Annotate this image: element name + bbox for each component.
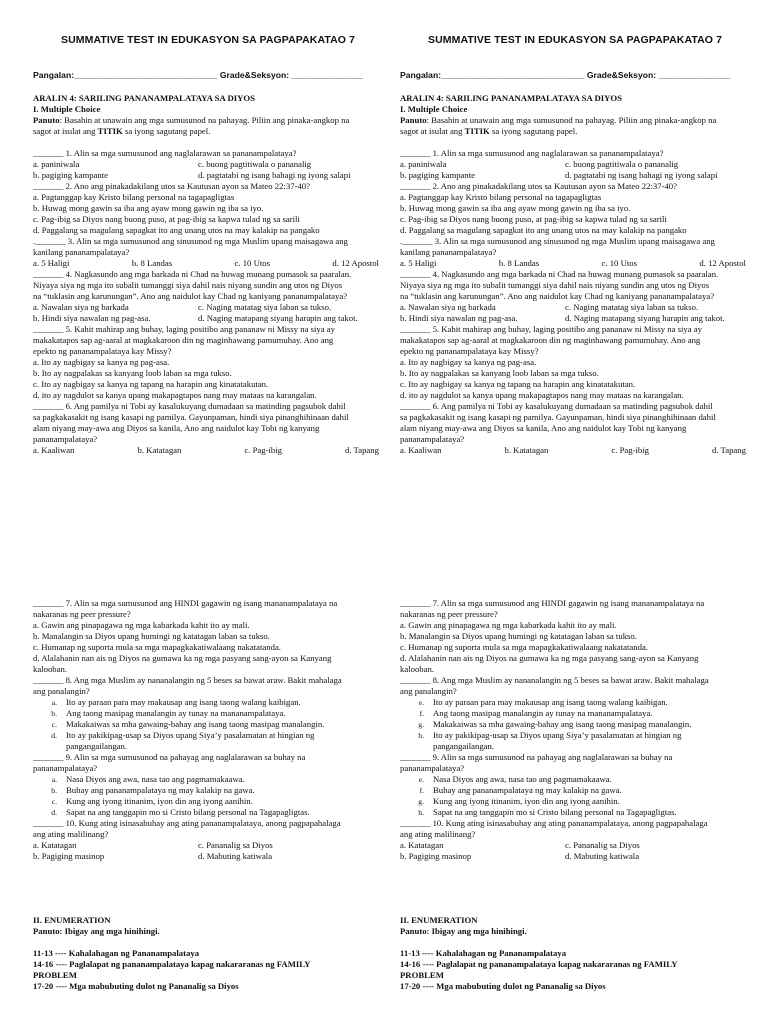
multiple-choice-part2 (400, 598, 750, 862)
question-1-choices-2: b. pagiging kampante d. pagtatabi ng isang bahagi ng iyong salapi (33, 170, 351, 180)
question-1: _______ 1. Alin sa mga sumusunod ang naglalarawan sa pananampalataya? (400, 148, 664, 158)
question-1: _______ 1. Alin sa mga sumusunod ang naglalarawan sa pananampalataya? (33, 148, 297, 158)
list-item: f. Ang taong masipag manalangin ay tunay na mananampalataya. (419, 708, 653, 718)
question-9: _______ 9. Alin sa mga sumusunod na pahayag ang naglalarawan sa buhay na (400, 752, 673, 762)
choice-continued: kalooban. (33, 664, 68, 674)
name-grade-row: Pangalan:______________________________ Grade&Seksyon: _______________ (33, 70, 364, 80)
question-3-line2: kanilang pananampalataya? (33, 247, 130, 257)
multiple-choice-part2 (33, 598, 383, 862)
question-4-line3: na “tuklasin ang karunungan”. Ano ang naidulot kay Chad ng kaniyang pananampalataya? (33, 291, 348, 301)
question-9-line2: pananampalataya? (33, 763, 98, 773)
list-item: e. Nasa Diyos ang awa, nasa tao ang pagmamakaawa. (418, 774, 612, 784)
question-3-line2: kanilang pananampalataya? (400, 247, 497, 257)
choice: d. ito ay nagdulot sa kanya upang makapagtapos nang may mataas na karangalan. (400, 390, 684, 400)
choice: a. Pagtanggap kay Kristo bilang personal na tagapagligtas (33, 192, 235, 202)
question-10-choices-2: b. Pagiging masinop d. Mabuting katiwala (400, 851, 640, 861)
name-grade-row: Pangalan:______________________________ Grade&Seksyon: _______________ (400, 70, 731, 80)
test-copy-left (33, 0, 383, 1024)
choice: a. Gawin ang pinapagawa ng mga kabarkada kahit ito ay mali. (400, 620, 617, 630)
list-item: b. Ang taong masipag manalangin ay tunay na mananampalataya. (51, 708, 286, 718)
enumeration-item: 11-13 ---- Kahalahagan ng Pananampalataya (33, 948, 200, 958)
question-10-line2: ang ating malilinang? (33, 829, 109, 839)
question-5: _______ 5. Kahit mahirap ang buhay, laging positibo ang pananaw ni Missy na siya ay (400, 324, 702, 334)
question-9-line2: pananampalataya? (400, 763, 465, 773)
enumeration-section (400, 915, 750, 992)
test-title: SUMMATIVE TEST IN EDUKASYON SA PAGPAPAKATAO 7 (427, 34, 723, 46)
list-item: f. Buhay ang pananampalataya ng may kalakip na gawa. (419, 785, 622, 795)
enumeration-item: 11-13 ---- Kahalahagan ng Pananampalataya (400, 948, 567, 958)
question-8: _______ 8. Ang mga Muslim ay nananalangin ng 5 beses sa bawat araw. Bakit mahalaga (400, 675, 709, 685)
question-4-line2: Niyaya siya ng mga ito subalit tumanggi siya dahil nais niyang sundin ang utos ng Diyos (400, 280, 710, 290)
choice: b. Ito ay nagpalakas sa kanyang loob laban sa mga tukso. (400, 368, 599, 378)
question-10-choices: a. Katatagan c. Pananalig sa Diyos (400, 840, 640, 850)
question-8-line2: ang panalangin? (400, 686, 457, 696)
question-4-line3: na “tuklasin ang karunungan”. Ano ang naidulot kay Chad ng kaniyang pananampalataya? (400, 291, 715, 301)
list-item: g. Makakaiwas sa mha gawaing-bahay ang isang taong masipag manalangin. (418, 719, 692, 729)
choice: d. Alalahanin nan ais ng Diyos na gumawa ka ng mga pasyang sang-ayon sa Kanyang (400, 653, 699, 663)
list-item: e. Ito ay paraan para may makausap ang isang taong walang kaibigan. (418, 697, 668, 707)
question-3: ._______ 3. Alin sa mga sumusunod ang sinusunod ng mga Muslim upang maisagawa ang (400, 236, 715, 246)
choice: b. Huwag mong gawin sa iba ang ayaw mong gawin ng iba sa iyo. (33, 203, 264, 213)
question-2: _______ 2. Ano ang pinakadakilang utos sa Kautusan ayon sa Mateo 22:37-40? (400, 181, 677, 191)
enumeration-item: 14-16 ---- Paglalapat ng pananampalataya kapag nakararanas ng FAMILY (400, 959, 678, 969)
question-1-choices: a. paniniwala c. buong pagtitiwala o pananalig (400, 159, 679, 169)
question-10: _______ 10. Kung ating isinasabuhay ang ating pananampalataya, anong pagpapahalaga (400, 818, 708, 828)
choice: b. Huwag mong gawin sa iba ang ayaw mong gawin ng iba sa iyo. (400, 203, 631, 213)
lesson-title: ARALIN 4: SARILING PANANAMPALATAYA SA DIYOS (33, 93, 255, 103)
question-5-line3: epekto ng pananampalataya kay Missy? (400, 346, 539, 356)
choice: c. Pag-ibig sa Diyos nang buong puso, at pag-ibig sa kapwa tulad ng sa sarili (400, 214, 667, 224)
question-6-line2: sa pagkakasakit ng isang kasapi ng pamilya. Gayunpaman, hindi siya pinanghihinaan dahil (33, 412, 349, 422)
list-item: c. Makakaiwas sa mha gawaing-bahay ang isang taong masipag manalangin. (51, 719, 325, 729)
question-9: _______ 9. Alin sa mga sumusunod na pahayag ang naglalarawan sa buhay na (33, 752, 306, 762)
choice: a. Gawin ang pinapagawa ng mga kabarkada kahit ito ay mali. (33, 620, 250, 630)
question-4-choices: a. Nawalan siya ng barkada c. Naging matatag siya laban sa tukso. (400, 302, 699, 312)
list-item: a. Ito ay paraan para may makausap ang isang taong walang kaibigan. (51, 697, 301, 707)
question-6-choices: a. Kaaliwan b. Katatagan c. Pag-ibig d. Tapang (33, 445, 379, 455)
question-4: _______ 4. Nagkasundo ang mga barkada ni Chad na huwag munang pumasok sa paaralan. (33, 269, 352, 279)
question-10-choices-2: b. Pagiging masinop d. Mabuting katiwala (33, 851, 273, 861)
question-6: _______ 6. Ang pamilya ni Tobi ay kasalukuyang dumadaan sa matinding pagsubok dahil (33, 401, 346, 411)
choice: a. Ito ay nagbigay sa kanya ng pag-asa. (400, 357, 537, 367)
enumeration-item: 17-20 ---- Mga mabubuting dulot ng Pananalig sa Diyos (400, 981, 606, 991)
choice: c. Ito ay nagbigay sa kanya ng tapang na harapin ang kinatatakutan. (400, 379, 636, 389)
part-title: I. Multiple Choice (33, 104, 101, 114)
list-item-continued: pangangailangan. (433, 741, 495, 751)
choice: d. Alalahanin nan ais ng Diyos na gumawa ka ng mga pasyang sang-ayon sa Kanyang (33, 653, 332, 663)
question-7-line2: nakaranas ng peer pressure? (33, 609, 131, 619)
choice: a. Pagtanggap kay Kristo bilang personal na tagapagligtas (400, 192, 602, 202)
choice: b. Manalangin sa Diyos upang humingi ng katatagan laban sa tukso. (400, 631, 637, 641)
question-8-line2: ang panalangin? (33, 686, 90, 696)
enumeration-item: 17-20 ---- Mga mabubuting dulot ng Pananalig sa Diyos (33, 981, 239, 991)
question-6-line4: pananampalataya? (33, 434, 98, 444)
question-7: _______ 7. Alin sa mga sumusunod ang HINDI gagawin ng isang mananampalataya na (400, 598, 705, 608)
enumeration-item-continued: PROBLEM (33, 970, 77, 980)
question-6-line4: pananampalataya? (400, 434, 465, 444)
choice: a. Ito ay nagbigay sa kanya ng pag-asa. (33, 357, 170, 367)
question-1-choices-2: b. pagiging kampante d. pagtatabi ng isang bahagi ng iyong salapi (400, 170, 718, 180)
choice: b. Manalangin sa Diyos upang humingi ng katatagan laban sa tukso. (33, 631, 270, 641)
question-7-line2: nakaranas ng peer pressure? (400, 609, 498, 619)
question-8: _______ 8. Ang mga Muslim ay nananalangin ng 5 beses sa bawat araw. Bakit mahalaga (33, 675, 342, 685)
list-item: a. Nasa Diyos ang awa, nasa tao ang pagmamakaawa. (51, 774, 245, 784)
test-copy-right (400, 0, 750, 1024)
choice: c. Ito ay nagbigay sa kanya ng tapang na harapin ang kinatatakutan. (33, 379, 269, 389)
choice: d. Paggalang sa magulang sapagkat ito ang unang utos na may kalakip na pangako (400, 225, 687, 235)
question-10: _______ 10. Kung ating isinasabuhay ang ating pananampalataya, anong pagpapahalaga (33, 818, 341, 828)
question-7: _______ 7. Alin sa mga sumusunod ang HINDI gagawin ng isang mananampalataya na (33, 598, 338, 608)
enumeration-item: 14-16 ---- Paglalapat ng pananampalataya kapag nakararanas ng FAMILY (33, 959, 311, 969)
choice: d. ito ay nagdulot sa kanya upang makapagtapos nang may mataas na karangalan. (33, 390, 317, 400)
question-5-line2: makakatapos sap ag-aaral at magkakaroon din ng maginhawang pamumuhay. Ano ang (33, 335, 334, 345)
list-item: b. Buhay ang pananampalataya ng may kalakip na gawa. (51, 785, 255, 795)
directions: Panuto: Basahin at unawain ang mga sumusunod na pahayag. Piliin ang pinaka-angkop na (33, 115, 350, 125)
directions: Panuto: Basahin at unawain ang mga sumusunod na pahayag. Piliin ang pinaka-angkop na (400, 115, 717, 125)
question-6-line2: sa pagkakasakit ng isang kasapi ng pamilya. Gayunpaman, hindi siya pinanghihinaan dahil (400, 412, 716, 422)
question-1-choices: a. paniniwala c. buong pagtitiwala o pananalig (33, 159, 312, 169)
choice-continued: kalooban. (400, 664, 435, 674)
enumeration-directions: Panuto: Ibigay ang mga hinihingi. (400, 926, 527, 936)
question-4-line2: Niyaya siya ng mga ito subalit tumanggi siya dahil nais niyang sundin ang utos ng Diyos (33, 280, 343, 290)
list-item: h. Sapat na ang tanggapin mo si Cristo bilang personal na Tagapagligtas. (418, 807, 677, 817)
question-4-choices-2: b. Hindi siya nawalan ng pag-asa. d. Naging matapang siyang harapin ang takot. (400, 313, 725, 323)
multiple-choice-part1 (400, 93, 750, 456)
list-item: d. Sapat na ang tanggapin mo si Cristo bilang personal na Tagapagligtas. (51, 807, 310, 817)
list-item: c. Kung ang iyong itinanim, iyon din ang iyong aanihin. (51, 796, 253, 806)
enumeration-title: II. ENUMERATION (400, 915, 478, 925)
enumeration-section (33, 915, 383, 992)
list-item: g. Kung ang iyong itinanim, iyon din ang iyong aanihin. (418, 796, 620, 806)
list-item: d. Ito ay pakikipag-usap sa Diyos upang Siya’y pasalamatan at hingian ng (51, 730, 315, 740)
question-4-choices: a. Nawalan siya ng barkada c. Naging matatag siya laban sa tukso. (33, 302, 332, 312)
choice: c. Humanap ng suporta mula sa mga mapagkakatiwalaang nakatatanda. (400, 642, 648, 652)
question-6-choices: a. Kaaliwan b. Katatagan c. Pag-ibig d. Tapang (400, 445, 746, 455)
question-5-line3: epekto ng pananampalataya kay Missy? (33, 346, 172, 356)
question-6: _______ 6. Ang pamilya ni Tobi ay kasalukuyang dumadaan sa matinding pagsubok dahil (400, 401, 713, 411)
question-3: ._______ 3. Alin sa mga sumusunod ang sinusunod ng mga Muslim upang maisagawa ang (33, 236, 348, 246)
question-4-choices-2: b. Hindi siya nawalan ng pag-asa. d. Naging matapang siyang harapin ang takot. (33, 313, 358, 323)
directions-line2: sagot at isulat ang TITIK sa iyong sagutang papel. (33, 126, 211, 136)
choice: c. Pag-ibig sa Diyos nang buong puso, at pag-ibig sa kapwa tulad ng sa sarili (33, 214, 300, 224)
enumeration-directions: Panuto: Ibigay ang mga hinihingi. (33, 926, 160, 936)
test-title: SUMMATIVE TEST IN EDUKASYON SA PAGPAPAKATAO 7 (60, 34, 356, 46)
enumeration-title: II. ENUMERATION (33, 915, 111, 925)
directions-line2: sagot at isulat ang TITIK sa iyong sagutang papel. (400, 126, 578, 136)
multiple-choice-part1 (33, 93, 383, 456)
question-3-choices: a. 5 Haligi b. 8 Landas c. 10 Utos d. 12 Apostol (33, 258, 379, 268)
question-5: _______ 5. Kahit mahirap ang buhay, laging positibo ang pananaw ni Missy na siya ay (33, 324, 335, 334)
question-6-line3: alam niyang may-awa ang Diyos sa kanila, Ano ang naidulot kay Tobi ng kanyang (33, 423, 320, 433)
question-5-line2: makakatapos sap ag-aaral at magkakaroon din ng maginhawang pamumuhay. Ano ang (400, 335, 701, 345)
question-10-line2: ang ating malilinang? (400, 829, 476, 839)
question-4: _______ 4. Nagkasundo ang mga barkada ni Chad na huwag munang pumasok sa paaralan. (400, 269, 719, 279)
question-10-choices: a. Katatagan c. Pananalig sa Diyos (33, 840, 273, 850)
list-item: h. Ito ay pakikipag-usap sa Diyos upang Siya’y pasalamatan at hingian ng (418, 730, 682, 740)
choice: b. Ito ay nagpalakas sa kanyang loob laban sa mga tukso. (33, 368, 232, 378)
enumeration-item-continued: PROBLEM (400, 970, 444, 980)
choice: c. Humanap ng suporta mula sa mga mapagkakatiwalaang nakatatanda. (33, 642, 281, 652)
part-title: I. Multiple Choice (400, 104, 468, 114)
question-6-line3: alam niyang may-awa ang Diyos sa kanila, Ano ang naidulot kay Tobi ng kanyang (400, 423, 687, 433)
choice: d. Paggalang sa magulang sapagkat ito ang unang utos na may kalakip na pangako (33, 225, 320, 235)
question-2: _______ 2. Ano ang pinakadakilang utos sa Kautusan ayon sa Mateo 22:37-40? (33, 181, 310, 191)
list-item-continued: pangangailangan. (66, 741, 128, 751)
question-3-choices: a. 5 Haligi b. 8 Landas c. 10 Utos d. 12 Apostol (400, 258, 746, 268)
lesson-title: ARALIN 4: SARILING PANANAMPALATAYA SA DIYOS (400, 93, 622, 103)
